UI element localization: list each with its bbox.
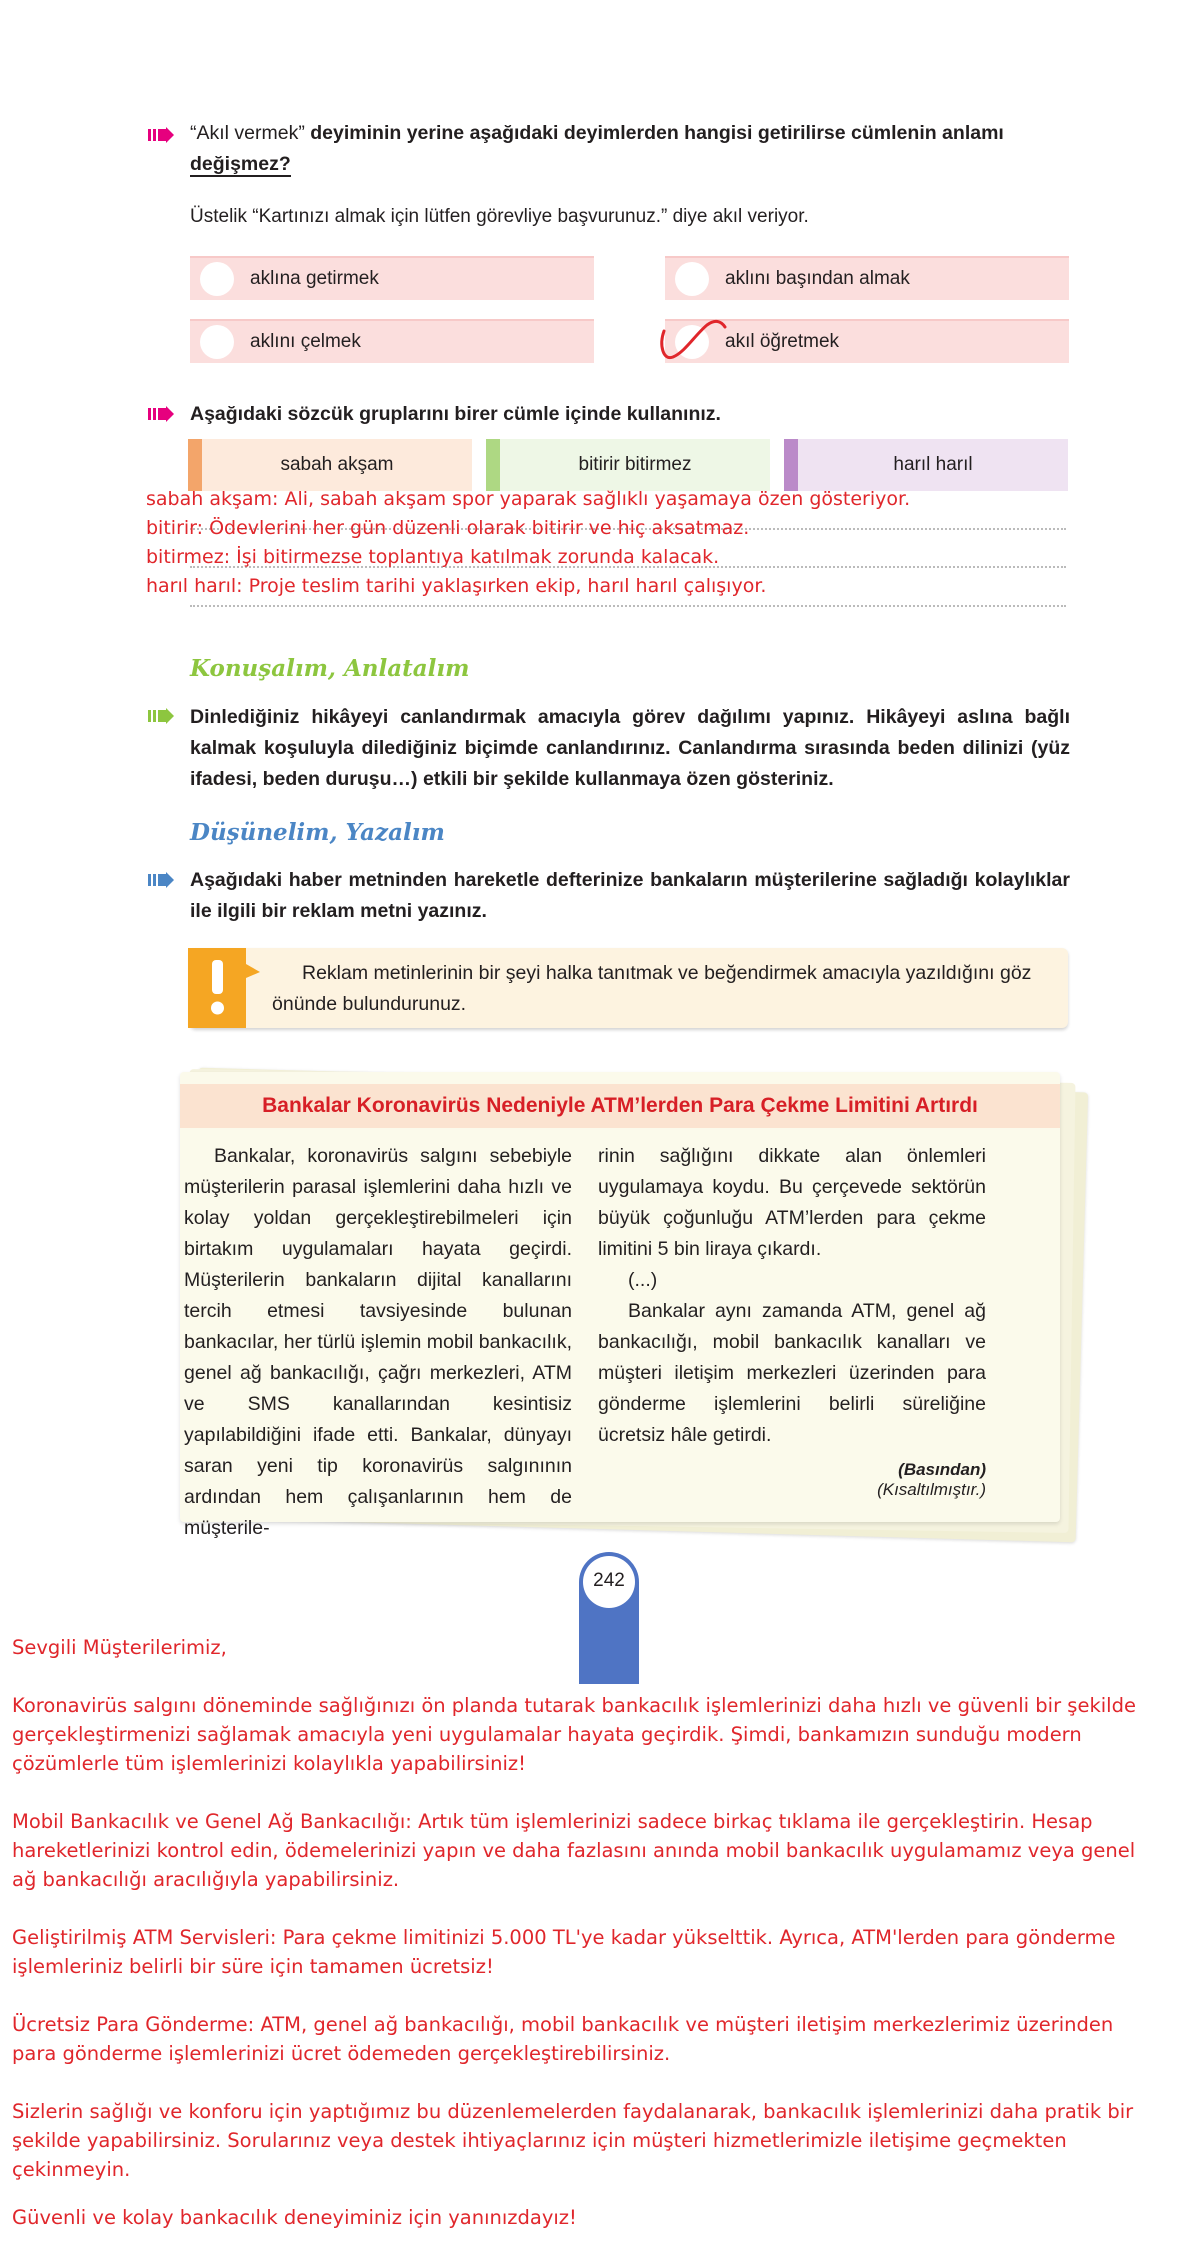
news-headline: Bankalar Koronavirüs Nedeniyle ATM’lerden Para Çekme Limitini Artırdı [262, 1094, 978, 1117]
handwritten-answer-2: bitirir: Ödevlerini her gün düzenli olarak bitirir ve hiç aksatmaz. [146, 517, 750, 539]
option-b[interactable]: aklını başından almak [665, 256, 1069, 300]
ellipsis: (...) [628, 1269, 658, 1291]
note-text: Reklam metinlerinin bir şeyi halka tanıtmak ve beğendirmek amacıyla yazıldığını göz önünde bulundurunuz. [272, 962, 1032, 1015]
section-title-speaking: Konuşalım, Anlatalım [190, 655, 470, 682]
writing-line [190, 605, 1066, 607]
question-2-prompt: Aşağıdaki sözcük gruplarını birer cümle içinde kullanınız. [190, 403, 721, 425]
option-b-circle[interactable] [675, 262, 709, 296]
word-group-3: harıl harıl [784, 439, 1068, 491]
option-c-circle[interactable] [200, 325, 234, 359]
green-arrow-icon [148, 708, 174, 724]
news-column-1: Bankalar, koronavirüs salgını sebebiyle müşterilerin parasal işlemlerini daha hızlı ve kolay yoldan gerçekleştirebilmeleri için birtakım uygulamaları hayata geçirdi. Müşterilerin bankaların dijital kanallarını tercih etmesi tavsiyesinde bulunan bankacılar, her türlü işlemin mobil bankacılık, genel ağ bankacılığı, çağrı merkezleri, ATM ve SMS kanallarından kesintisiz yapılabildiğini ifade etti. Bankalar, dünyayı saran yeni tip koronavirüs salgınının ardından hem çalışanlarının hem de müşterile- [184, 1145, 573, 1539]
writing-instruction: Aşağıdaki haber metninden hareketle defterinize bankaların müşterilerine sağladığı kolaylıklar ile ilgili bir reklam metni yazınız. [190, 869, 1070, 922]
page-number: 242 [593, 1570, 625, 1591]
pink-arrow-icon [148, 406, 174, 422]
ad-closing: Güvenli ve kolay bankacılık deneyiminiz için yanınızdayız! [12, 2206, 577, 2229]
option-a[interactable]: aklına getirmek [190, 256, 594, 300]
ad-paragraph-5: Sizlerin sağlığı ve konforu için yaptığımız bu düzenlemelerden faydalanarak, bankacılık işlemlerinizi daha pratik bir şekilde yapabilirsiniz. Sorularınız veya destek ihtiyaçlarınız için müşteri hizmetlerimizle iletişime geçmekten çekinmeyin. [12, 2100, 1134, 2181]
ad-paragraph-2: Mobil Bankacılık ve Genel Ağ Bankacılığı: Artık tüm işlemlerinizi sadece birkaç tıklama ile gerçekleştirin. Hesap hareketlerinizi kontrol edin, ödemelerinizi yapın ve daha fazlasını anında mobil bankacılık uygulamamız veya genel ağ bankacılığı aracılığıyla yapabilirsiniz. [12, 1810, 1136, 1891]
option-d[interactable]: akıl öğretmek [665, 319, 1069, 363]
quoted-idiom: “Akıl vermek” [190, 122, 305, 144]
ad-greeting: Sevgili Müşterilerimiz, [12, 1636, 227, 1659]
section-title-writing: Düşünelim, Yazalım [190, 819, 445, 846]
checkmark-icon [655, 315, 745, 375]
underlined-word: değişmez? [190, 153, 291, 175]
word-group-1: sabah akşam [188, 439, 472, 491]
news-column-2: rinin sağlığını dikkate alan önlemleri uygulamaya koydu. Bu çerçevede sektörün büyük çoğunluğu ATM’lerden para çekme limitini 5 bin liraya çıkardı. (...) Bankalar aynı zamanda ATM, genel ağ bankacılığı, mobil bankacılık kanalları ve müşteri iletişim merkezleri üzerinden para gönderme işlemlerini belirli süreliğine ücretsiz hâle getirdi. [598, 1145, 986, 1446]
blue-arrow-icon [148, 872, 174, 888]
news-abridged-note: (Kısaltılmıştır.) [877, 1480, 986, 1499]
ad-paragraph-4: Ücretsiz Para Gönderme: ATM, genel ağ bankacılığı, mobil bankacılık ve müşteri iletişim merkezlerimiz üzerinden para gönderme işlemlerinizi ücret ödemeden gerçekleştirebilirsiniz. [12, 2013, 1114, 2065]
ad-paragraph-1: Koronavirüs salgını döneminde sağlığınızı ön planda tutarak bankacılık işlemlerinizi daha hızlı ve güvenli bir şekilde gerçekleştirmenizi sağlamak amacıyla yeni uygulamalar hayata geçirdik. Şimdi, bankamızın sunduğu modern çözümlerle tüm işlemlerinizi kolaylıkla yapabilirsiniz! [12, 1694, 1136, 1775]
handwritten-answer-4: harıl harıl: Proje teslim tarihi yaklaşırken ekip, harıl harıl çalışıyor. [146, 575, 767, 597]
option-a-circle[interactable] [200, 262, 234, 296]
pink-arrow-icon [148, 127, 174, 143]
speaking-instruction: Dinlediğiniz hikâyeyi canlandırmak amacıyla görev dağılımı yapınız. Hikâyeyi aslına bağlı kalmak koşuluyla dilediğiniz biçimde canlandırınız. Canlandırma sırasında beden dilinizi (yüz ifadesi, beden duruşu…) etkili bir şekilde kullanmaya özen gösteriniz. [190, 706, 1070, 790]
option-c[interactable]: aklını çelmek [190, 319, 594, 363]
word-group-2: bitirir bitirmez [486, 439, 770, 491]
exclamation-icon [188, 948, 262, 1028]
handwritten-answer-1: sabah akşam: Ali, sabah akşam spor yaparak sağlıklı yaşamaya özen gösteriyor. [146, 488, 911, 510]
ad-paragraph-3: Geliştirilmiş ATM Servisleri: Para çekme limitinizi 5.000 TL'ye kadar yükselttik. Ayrıca, ATM'lerden para gönderme işlemleriniz belirli bir süre için tamamen ücretsiz! [12, 1926, 1116, 1978]
news-source: (Basından) [898, 1460, 986, 1479]
question-1-prompt: “Akıl vermek” deyiminin yerine aşağıdaki deyimlerden hangisi getirilirse cümlenin anlamı değişmez? [190, 122, 1004, 175]
question-1-sentence: Üstelik “Kartınızı almak için lütfen görevliye başvurunuz.” diye akıl veriyor. [190, 206, 809, 227]
handwritten-answer-3: bitirmez: İşi bitirmezse toplantıya katılmak zorunda kalacak. [146, 546, 720, 568]
